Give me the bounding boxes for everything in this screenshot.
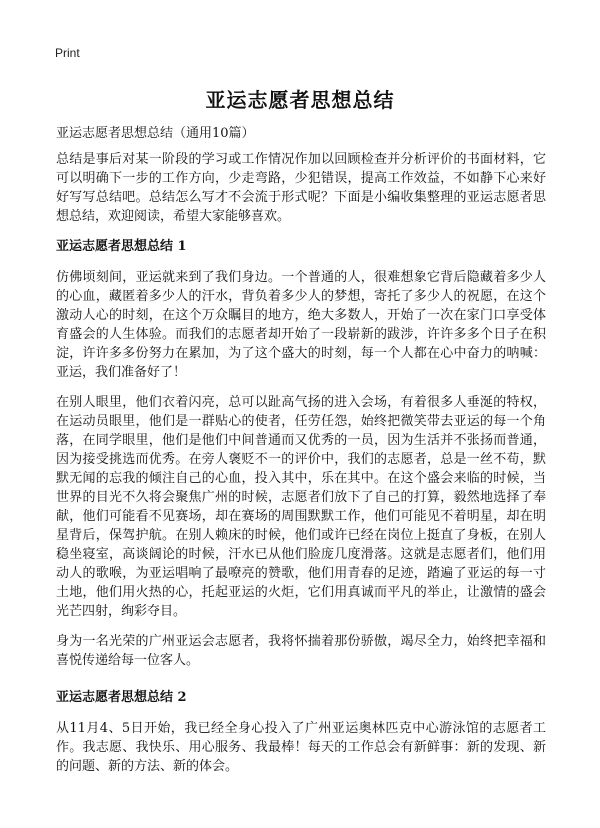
- intro-paragraph: 总结是事后对某一阶段的学习或工作情况作加以回顾检查并分析评价的书面材料，它可以明确下一步的工作方向，少走弯路，少犯错误，提高工作效益，不如静下心来好好写写总结吧。总结怎么写才不会流于形式呢？下面是小编收集整理的亚运志愿者思想总结，欢迎阅读，希望大家能够喜欢。: [56, 152, 546, 224]
- document-subtitle: 亚运志愿者思想总结（通用10篇）: [56, 126, 255, 141]
- section-2-paragraph-1: 从11月4、5日开始，我已经全身心投入了广州亚运奥林匹克中心游泳馆的志愿者工作。我志愿、我快乐、用心服务、我最棒！每天的工作总会有新鲜事：新的发现、新的问题、新的方法、新的体会。: [56, 721, 546, 774]
- section-1-paragraph-2: 在别人眼里，他们衣着闪亮，总可以趾高气扬的进入会场，有着很多人垂涎的特权，在运动员眼里，他们是一群贴心的使者，任劳任怨，始终把微笑带去亚运的每一个角落，在同学眼里，他们是他们中间普通而又优秀的一员，因为生活并不张扬而普通，因为接受挑选而优秀。在旁人褒贬不一的评价中，我们的志愿者，总是一丝不苟，默默无闻的忘我的倾注自己的心血，投入其中，乐在其中。在这个盛会来临的时候，当世界的目光不久将会聚焦广州的时候，志愿者们放下了自己的打算，毅然地选择了奉献，他们可能看不见赛场，却在赛场的周围默默工作，他们可能见不着明星，却在明星背后，保驾护航。在别人赖床的时候，他们或许已经在岗位上挺直了身板，在别人稳坐寝室，高谈阔论的时候，汗水已从他们脸庞几度滑落。这就是志愿者们，他们用动人的歌喉，为亚运唱响了最嘹亮的赞歌，他们用青春的足迹，踏遍了亚运的每一寸土地，他们用火热的心，托起亚运的火炬，它们用真诚而平凡的举止，让激情的盛会光芒四射，绚彩夺目。: [56, 395, 546, 619]
- section-heading-1: 亚运志愿者思想总结 1: [56, 239, 187, 254]
- document-body: [56, 150, 546, 787]
- page-title: 亚运志愿者思想总结: [205, 88, 395, 112]
- print-link[interactable]: Print: [55, 46, 80, 60]
- section-heading-2: 亚运志愿者思想总结 2: [56, 690, 187, 705]
- section-1-paragraph-1: 仿佛顷刻间，亚运就来到了我们身边。一个普通的人，很难想象它背后隐藏着多少人的心血，藏匿着多少人的汗水，背负着多少人的梦想，寄托了多少人的祝愿，在这个激动人心的时刻，在这个万众瞩目的地方，绝大多数人，开始了一次在家门口享受体育盛会的人生体验。而我们的志愿者却开始了一段崭新的跋涉，许许多多个日子在积淀，许许多多份努力在累加，为了这个盛大的时刻，每一个人都在心中奋力的呐喊：亚运，我们准备好了！: [56, 270, 546, 380]
- section-1-paragraph-3: 身为一名光荣的广州亚运会志愿者，我将怀揣着那份骄傲，竭尽全力，始终把幸福和喜悦传递给每一位客人。: [56, 634, 546, 668]
